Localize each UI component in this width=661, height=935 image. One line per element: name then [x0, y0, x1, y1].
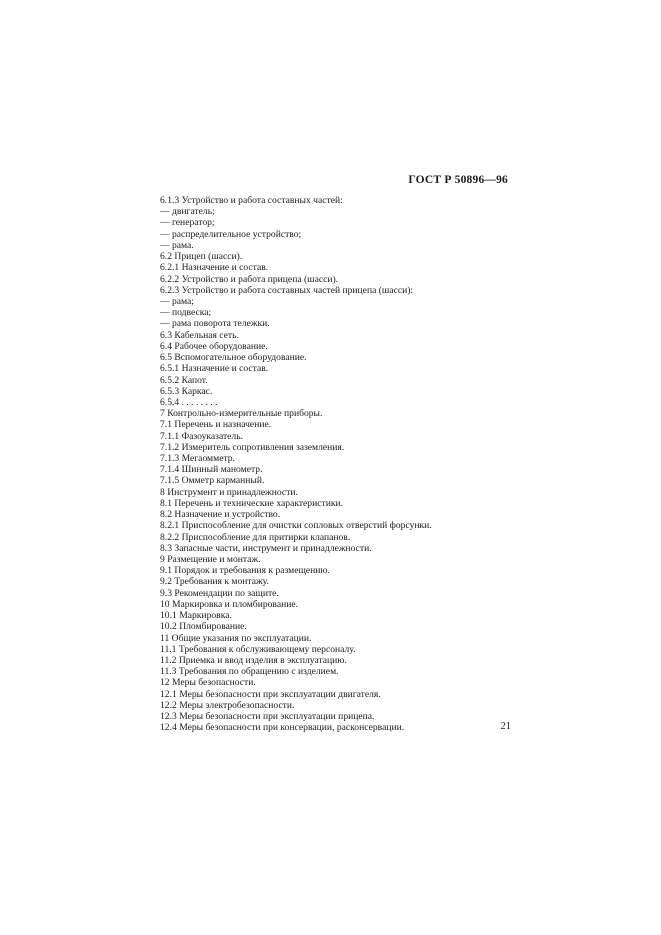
toc-item: 10.2 Пломбирование.: [160, 621, 247, 633]
toc-item: 8.2.1 Приспособление для очистки сопловых отверстий форсунки.: [160, 520, 432, 532]
toc-item: 11.3 Требования по обращению с изделием.: [160, 666, 339, 678]
toc-item: 7.1.1 Фазоуказатель.: [160, 430, 243, 442]
toc-item: — рама;: [160, 295, 194, 307]
toc-item: 8 Инструмент и принадлежности.: [160, 486, 298, 498]
toc-item: 6.5.3 Каркас.: [160, 385, 213, 397]
toc-item: 6.5 Вспомогательное оборудование.: [160, 352, 307, 364]
toc-item: 9.1 Порядок и требования к размещению.: [160, 565, 330, 577]
toc-item: 10 Маркировка и пломбирование.: [160, 598, 299, 610]
toc-item: 7.1.4 Шинный манометр.: [160, 464, 263, 476]
toc-item: 7 Контрольно-измерительные приборы.: [160, 408, 323, 420]
page-number: 21: [500, 721, 511, 732]
toc-item: — двигатель;: [160, 206, 215, 218]
toc-item: 6.4 Рабочее оборудование.: [160, 340, 268, 352]
toc-item: — рама.: [160, 239, 194, 251]
toc-item: 7.1.2 Измеритель сопротивления заземления.: [160, 441, 345, 453]
toc-item: 10.1 Маркировка.: [160, 610, 232, 622]
toc-item: 11.1 Требования к обслуживающему персоналу.: [160, 643, 356, 655]
table-of-contents: [160, 195, 520, 734]
toc-item: 8.2.2 Приспособление для притирки клапанов.: [160, 531, 351, 543]
toc-item: 8.3 Запасные части, инструмент и принадлежности.: [160, 542, 372, 554]
toc-item: 7.1.5 Омметр карманный.: [160, 475, 265, 487]
toc-item: 12.1 Меры безопасности при эксплуатации двигателя.: [160, 688, 381, 700]
toc-item: 9.2 Требования к монтажу.: [160, 576, 269, 588]
toc-item: 9 Размещение и монтаж.: [160, 554, 261, 565]
toc-item: 8.2 Назначение и устройство.: [160, 509, 281, 521]
toc-item: 11.2 Приемка и ввод изделия в эксплуатацию.: [160, 654, 347, 666]
toc-item: 6.2.2 Устройство и работа прицепа (шасси).: [160, 273, 339, 285]
toc-item: 11 Общие указания по эксплуатации.: [160, 632, 312, 644]
toc-item: 12.2 Меры электробезопасности.: [160, 699, 295, 711]
toc-item: 9.3 Рекомендации по защите.: [160, 587, 279, 599]
toc-item: 8.1 Перечень и технические характеристики.: [160, 497, 344, 509]
toc-item: 6.5.2 Капот.: [160, 374, 208, 386]
toc-item: — распределительное устройство;: [160, 228, 302, 240]
toc-item: 12 Меры безопасности.: [160, 677, 256, 689]
toc-item: 12.3 Меры безопасности при эксплуатации прицепа.: [160, 711, 375, 723]
toc-item: 6.5.4 . . . . . . . .: [160, 396, 218, 408]
toc-item: 7.1 Перечень и назначение.: [160, 419, 272, 431]
toc-item: 6.3 Кабельная сеть.: [160, 329, 239, 341]
document-code-header: ГОСТ Р 50896—96: [408, 174, 508, 186]
toc-item: 6.1.3 Устройство и работа составных частей:: [160, 195, 343, 206]
toc-item: 6.5.1 Назначение и состав.: [160, 363, 269, 375]
toc-item: — генератор;: [160, 217, 215, 229]
toc-item: — рама поворота тележки.: [160, 318, 270, 330]
toc-item: — подвеска;: [160, 307, 212, 319]
toc-item: 6.2.1 Назначение и состав.: [160, 262, 269, 274]
toc-item: 7.1.3 Мегаомметр.: [160, 453, 235, 465]
toc-item: 6.2.3 Устройство и работа составных частей прицепа (шасси):: [160, 284, 414, 296]
toc-item: 6.2 Прицеп (шасси).: [160, 251, 243, 263]
toc-item: 12.4 Меры безопасности при консервации, расконсервации.: [160, 722, 405, 734]
